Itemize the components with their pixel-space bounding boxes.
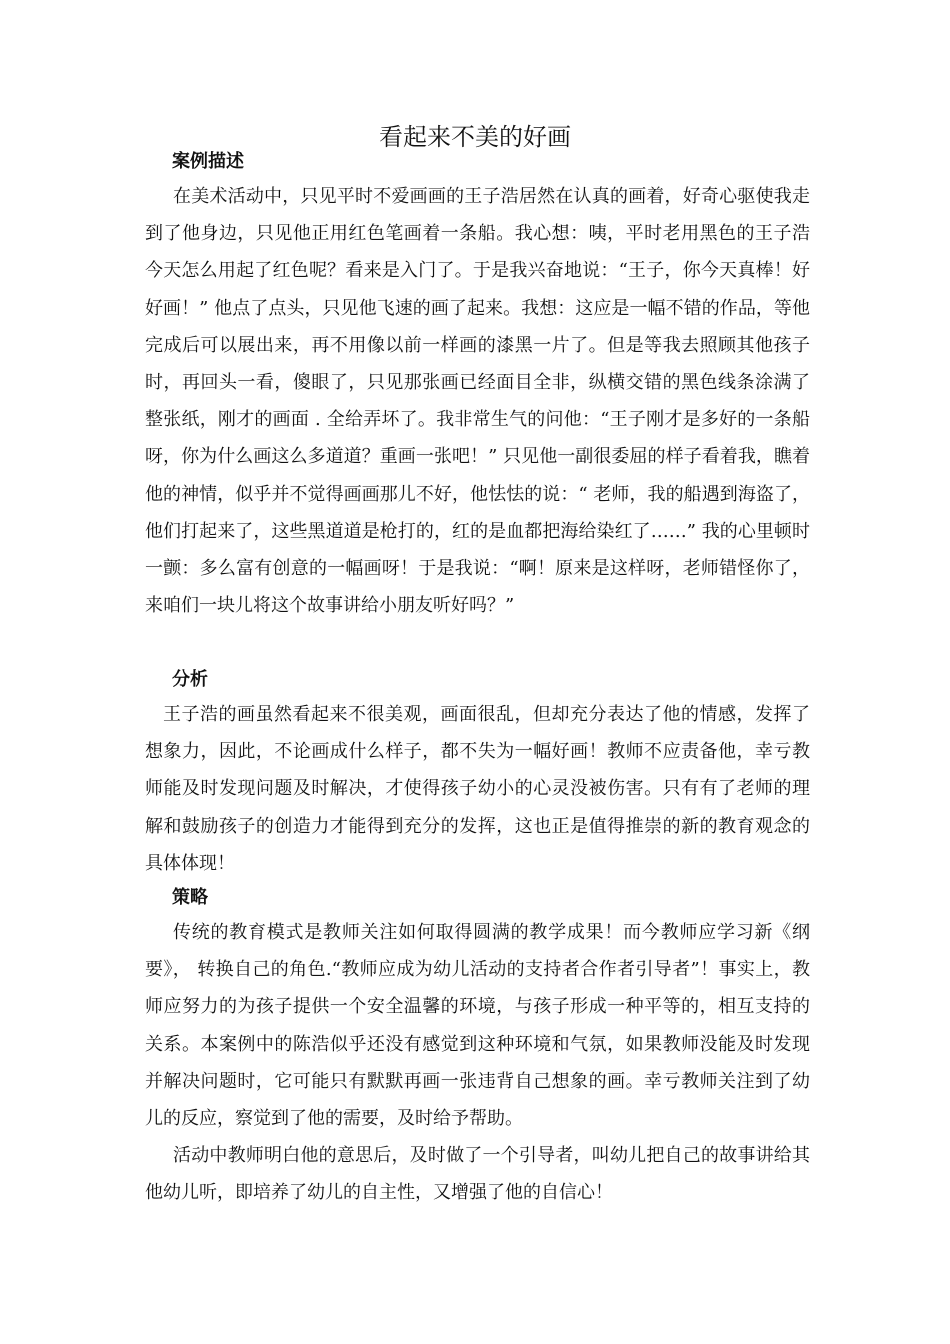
section-heading-analysis: 分析 — [172, 669, 208, 690]
section-heading-strategy: 策略 — [172, 887, 208, 908]
strategy-paragraph-2: 活动中教师明白他的意思后，及时做了一个引导者，叫幼儿把自己的故事讲给其他幼儿听，即培养了幼儿的自主性，又增强了他的自信心！ — [145, 1145, 810, 1204]
document-title: 看起来不美的好画 — [379, 123, 571, 151]
case-paragraph: 在美术活动中，只见平时不爱画画的王子浩居然在认真的画着，好奇心驱使我走到了他身边，只见他正用红色笔画着一条船。我心想：咦，平时老用黑色的王子浩今天怎么用起了红色呢？看来是入门了。于是我兴奋地说：“王子，你今天真棒！好好画！” 他点了点头，只见他飞速的画了起来。我想：这应是一幅不错的作品，等他完成后可以展出来，再不用像以前一样画的漆黑一片了。但是等我去照顾其他孩子时，再回头一看，傻眼了，只见那张画已经面目全非，纵横交错的黑色线条涂满了整张纸，刚才的画面 . 全给弄坏了。我非常生气的问他：“王子刚才是多好的一条船呀，你为什么画这么多道道？重画一张吧！” 只见他一副很委屈的样子看着我，瞧着他的神情，似乎并不觉得画画那儿不好，他怯怯的说：“ 老师，我的船遇到海盗了，他们打起来了，这些黑道道是枪打的，红的是血都把海给染红了……” 我的心里顿时一颤：多么富有创意的一幅画呀！于是我说：“啊！原来是这样呀，老师错怪你了，来咱们一块儿将这个故事讲给小朋友听好吗？” — [145, 186, 810, 617]
analysis-paragraph: 王子浩的画虽然看起来不很美观，画面很乱，但却充分表达了他的情感，发挥了想象力，因此，不论画成什么样子，都不失为一幅好画！教师不应责备他，幸亏教师能及时发现问题及时解决，才使得孩子幼小的心灵没被伤害。只有有了老师的理解和鼓励孩子的创造力才能得到充分的发挥，这也正是值得推崇的新的教育观念的具体体现！ — [145, 704, 810, 874]
section-heading-case: 案例描述 — [172, 151, 244, 172]
strategy-paragraph-1: 传统的教育模式是教师关注如何取得圆满的教学成果！而今教师应学习新《纲要》， 转换自己的角色.“教师应成为幼儿活动的支持者合作者引导者”！事实上，教师应努力的为孩子提供一个安全温馨的环境，与孩子形成一种平等的，相互支持的关系。本案例中的陈浩似乎还没有感觉到这种环境和气氛，如果教师没能及时发现并解决问题时，它可能只有默默再画一张违背自己想象的画。幸亏教师关注到了幼儿的反应，察觉到了他的需要，及时给予帮助。 — [145, 922, 810, 1130]
